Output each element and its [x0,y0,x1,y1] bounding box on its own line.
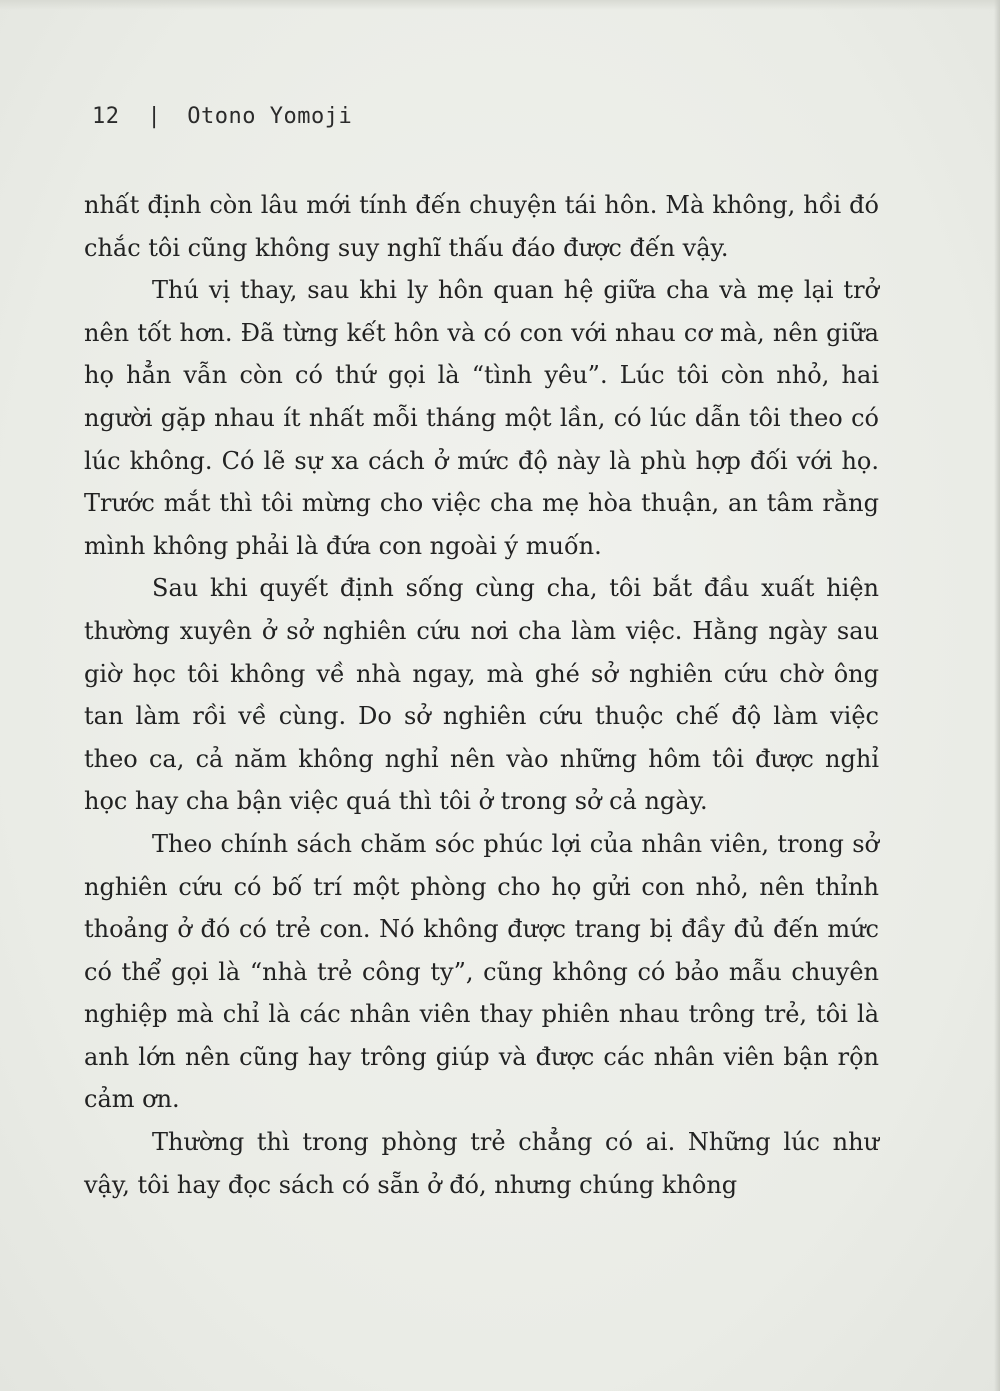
paragraph-continued: nhất định còn lâu mới tính đến chuyện tái hôn. Mà không, hồi đó chắc tôi cũng không suy nghĩ thấu đáo được đến vậy. [84,191,879,262]
page-number: 12 [92,104,120,129]
paragraph: Theo chính sách chăm sóc phúc lợi của nhân viên, trong sở nghiên cứu có bố trí một phòng cho họ gửi con nhỏ, nên thỉnh thoảng ở đó có trẻ con. Nó không được trang bị đầy đủ đến mức có thể gọi là “nhà trẻ công ty”, cũng không có bảo mẫu chuyên nghiệp mà chỉ là các nhân viên thay phiên nhau trông trẻ, tôi là anh lớn nên cũng hay trông giúp và được các nhân viên bận rộn cảm ơn. [84,829,879,1114]
paragraph: Thường thì trong phòng trẻ chẳng có ai. Những lúc như vậy, tôi hay đọc sách có sẵn ở đó, nhưng chúng không [84,1128,879,1199]
body-text [84,184,879,1206]
paragraph: Thú vị thay, sau khi ly hôn quan hệ giữa cha và mẹ lại trở nên tốt hơn. Đã từng kết hôn và có con với nhau cơ mà, nên giữa họ hẳn vẫn còn có thứ gọi là “tình yêu”. Lúc tôi còn nhỏ, hai người gặp nhau ít nhất mỗi tháng một lần, có lúc dẫn tôi theo có lúc không. Có lẽ sự xa cách ở mức độ này là phù hợp đối với họ. Trước mắt thì tôi mừng cho việc cha mẹ hòa thuận, an tâm rằng mình không phải là đứa con ngoài ý muốn. [84,276,879,560]
page-top-edge-shadow [0,0,1000,10]
page-right-edge-shadow [994,0,1000,1391]
running-header [92,104,352,129]
paragraph: Sau khi quyết định sống cùng cha, tôi bắt đầu xuất hiện thường xuyên ở sở nghiên cứu nơi cha làm việc. Hằng ngày sau giờ học tôi không về nhà ngay, mà ghé sở nghiên cứu chờ ông tan làm rồi về cùng. Do sở nghiên cứu thuộc chế độ làm việc theo ca, cả năm không nghỉ nên vào những hôm tôi được nghỉ học hay cha bận việc quá thì tôi ở trong sở cả ngày. [84,574,879,816]
author-name: Otono Yomoji [187,104,353,129]
header-separator: | [147,104,162,129]
